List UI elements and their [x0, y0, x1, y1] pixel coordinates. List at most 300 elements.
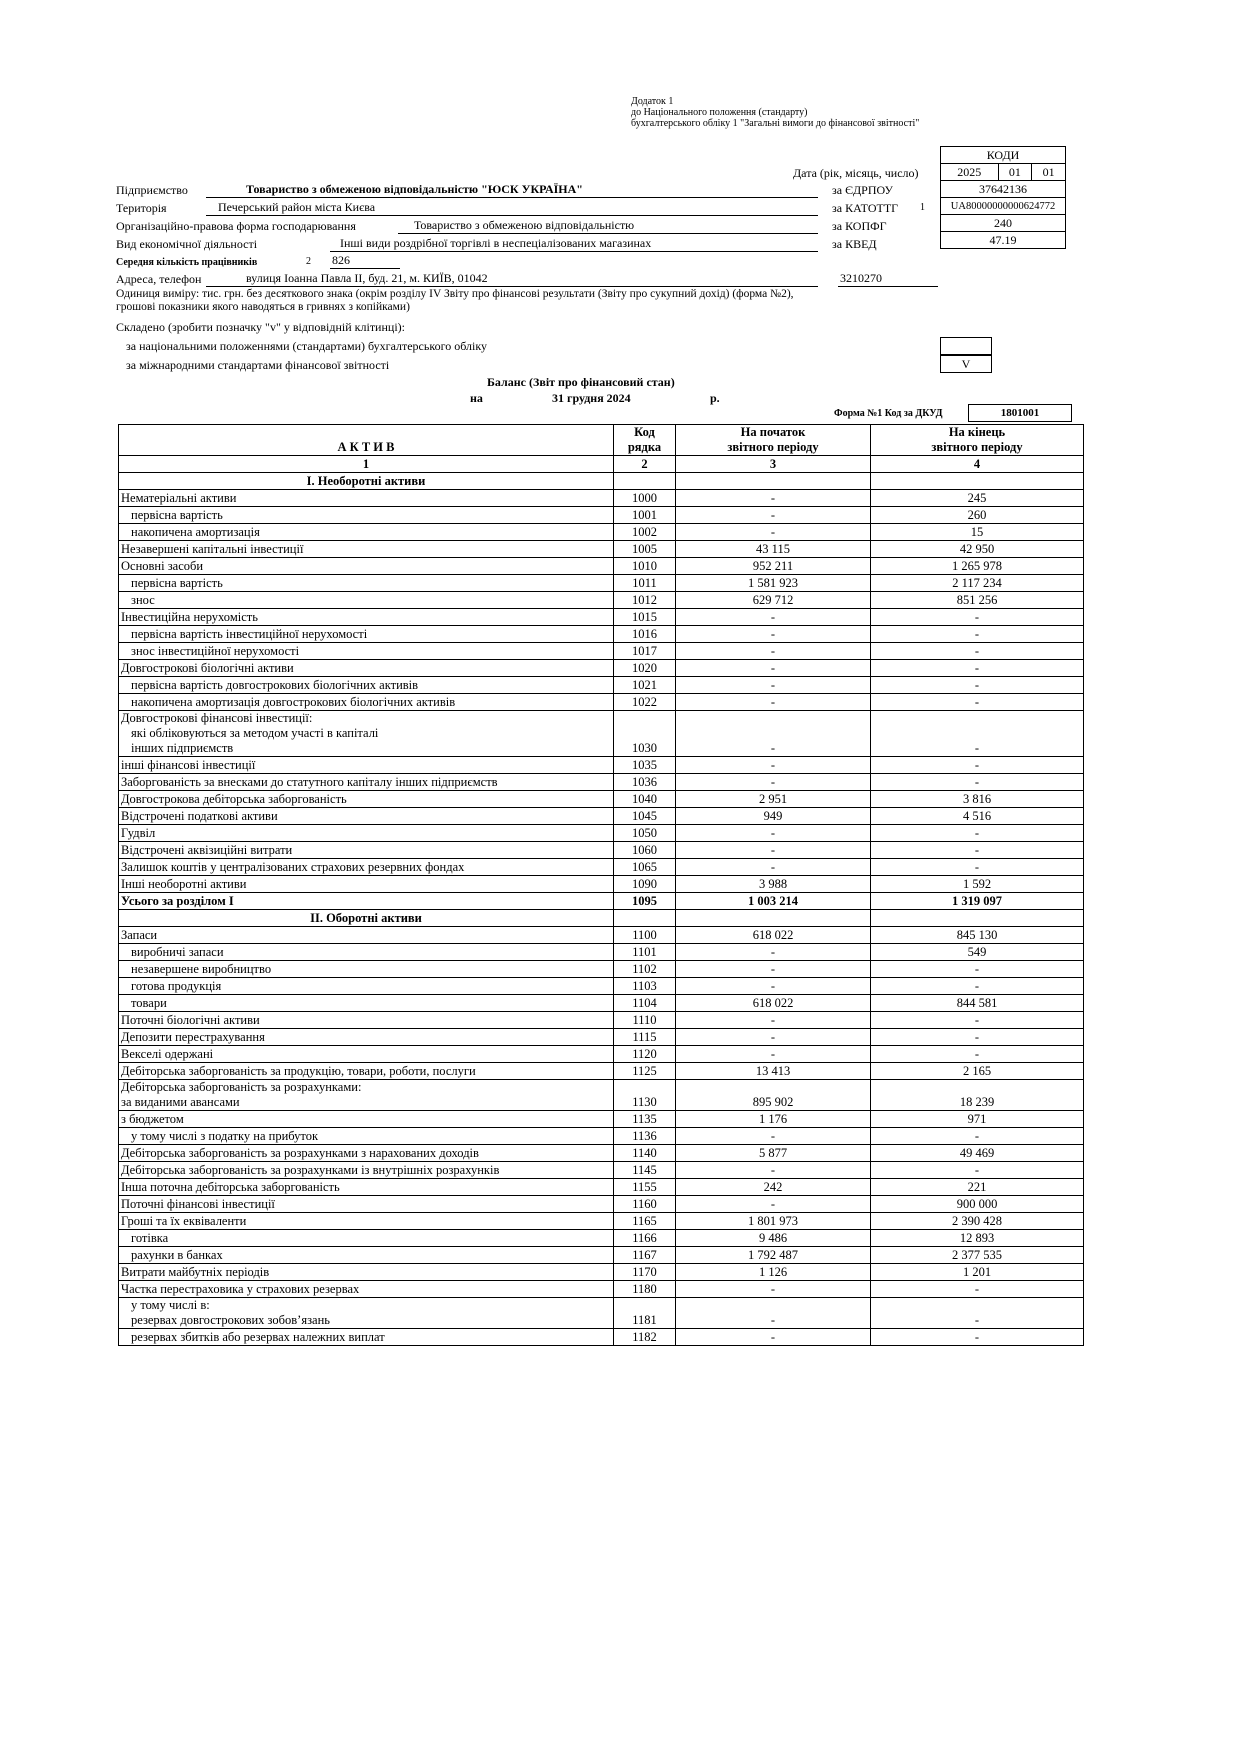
row-end: 549	[871, 944, 1084, 961]
table-row	[119, 1063, 1084, 1080]
row-end: 245	[871, 490, 1084, 507]
edrpou-label: за ЄДРПОУ	[832, 183, 894, 197]
codes-title: КОДИ	[941, 147, 1066, 164]
row-start: -	[676, 757, 871, 774]
row-start: -	[676, 643, 871, 660]
row-label: резервах збитків або резервах належних виплат	[119, 1329, 614, 1346]
row-end: 2 377 535	[871, 1247, 1084, 1264]
org-form-value: Товариство з обмеженою відповідальністю	[398, 218, 818, 234]
row-start: 2 951	[676, 791, 871, 808]
row-start: 949	[676, 808, 871, 825]
row-start	[676, 473, 871, 490]
row-code: 1102	[614, 961, 676, 978]
row-code: 1166	[614, 1230, 676, 1247]
row-start: -	[676, 978, 871, 995]
enterprise-name: Товариство з обмеженою відповідальністю "ЮСК УКРАЇНА"	[206, 182, 818, 198]
row-label: Гудвіл	[119, 825, 614, 842]
row-label: Довгострокова дебіторська заборгованість	[119, 791, 614, 808]
table-row	[119, 490, 1084, 507]
appendix-line-3: бухгалтерського обліку 1 "Загальні вимоги до фінансової звітності"	[631, 118, 920, 129]
row-code: 1095	[614, 893, 676, 910]
kopfg-code: 240	[941, 215, 1066, 232]
row-label: Депозити перестрахування	[119, 1029, 614, 1046]
row-label-line: Дебіторська заборгованість за розрахунками:	[121, 1080, 362, 1094]
table-row	[119, 927, 1084, 944]
row-end: 4 516	[871, 808, 1084, 825]
row-code: 1022	[614, 694, 676, 711]
row-code: 1160	[614, 1196, 676, 1213]
unit-line-2: грошові показники якого наводяться в гривнях з копійками)	[116, 301, 410, 313]
row-end	[871, 473, 1084, 490]
row-end: 260	[871, 507, 1084, 524]
col-end-line-1: На кінець	[948, 425, 1006, 439]
table-row	[119, 944, 1084, 961]
row-label: інші фінансові інвестиції	[119, 757, 614, 774]
appendix-line-2: до Національного положення (стандарту)	[631, 107, 808, 118]
unit-line-1: Одиниця виміру: тис. грн. без десяткового знака (окрім розділу IV Звіту про фінансові результати (Звіту про сукупний дохід) (форма №2),	[116, 288, 794, 300]
row-end: 42 950	[871, 541, 1084, 558]
row-start: 5 877	[676, 1145, 871, 1162]
row-label-line: за виданими авансами	[121, 1095, 240, 1109]
row-code: 1050	[614, 825, 676, 842]
row-start: 13 413	[676, 1063, 871, 1080]
row-end: -	[871, 825, 1084, 842]
row-code: 1017	[614, 643, 676, 660]
table-row	[119, 1162, 1084, 1179]
row-code	[614, 473, 676, 490]
row-label: Відстрочені податкові активи	[119, 808, 614, 825]
row-label: первісна вартість інвестиційної нерухомості	[119, 626, 614, 643]
row-start: -	[676, 1196, 871, 1213]
row-end: -	[871, 1329, 1084, 1346]
row-label: Гроші та їх еквіваленти	[119, 1213, 614, 1230]
row-code: 1020	[614, 660, 676, 677]
table-row	[119, 825, 1084, 842]
table-row	[119, 978, 1084, 995]
table-header-row	[119, 425, 1084, 456]
row-label: готова продукція	[119, 978, 614, 995]
row-code: 1002	[614, 524, 676, 541]
table-row	[119, 1298, 1084, 1329]
territory-value: Печерський район міста Києва	[206, 200, 818, 216]
row-start: -	[676, 1029, 871, 1046]
col-end-line-2: звітного періоду	[931, 440, 1023, 454]
table-row	[119, 643, 1084, 660]
table-row	[119, 876, 1084, 893]
row-label: Інші необоротні активи	[119, 876, 614, 893]
row-end: -	[871, 677, 1084, 694]
address-value: вулиця Іоанна Павла ІІ, буд. 21, м. КИЇВ, 01042	[206, 271, 818, 287]
row-label: Частка перестраховика у страхових резервах	[119, 1281, 614, 1298]
table-row	[119, 1012, 1084, 1029]
row-label: Відстрочені аквізиційні витрати	[119, 842, 614, 859]
row-start: -	[676, 774, 871, 791]
row-label: Дебіторська заборгованість за розрахунками з нарахованих доходів	[119, 1145, 614, 1162]
row-end: -	[871, 1298, 1084, 1329]
table-row	[119, 541, 1084, 558]
row-start: 629 712	[676, 592, 871, 609]
edrpou-code: 37642136	[941, 181, 1066, 198]
row-label: Запаси	[119, 927, 614, 944]
row-code: 1180	[614, 1281, 676, 1298]
col-code-line-2: рядка	[627, 440, 662, 454]
col-start-line-2: звітного періоду	[727, 440, 819, 454]
table-row	[119, 609, 1084, 626]
row-code: 1090	[614, 876, 676, 893]
row-code: 1135	[614, 1111, 676, 1128]
row-end: -	[871, 711, 1084, 757]
row-label: Поточні біологічні активи	[119, 1012, 614, 1029]
row-start: -	[676, 490, 871, 507]
row-code	[614, 910, 676, 927]
row-end: -	[871, 1046, 1084, 1063]
form-label: Форма №1 Код за ДКУД	[834, 408, 943, 419]
row-start: -	[676, 961, 871, 978]
table-row	[119, 961, 1084, 978]
row-start: -	[676, 944, 871, 961]
row-label: Нематеріальні активи	[119, 490, 614, 507]
activity-label: Вид економічної діяльності	[116, 237, 258, 251]
kved-label: за КВЕД	[832, 237, 877, 251]
table-row	[119, 660, 1084, 677]
katottg-code: UA80000000000624772	[941, 198, 1066, 215]
activity-value: Інші види роздрібної торгівлі в неспеціалізованих магазинах	[330, 236, 818, 252]
row-code: 1015	[614, 609, 676, 626]
row-code: 1120	[614, 1046, 676, 1063]
row-code: 1125	[614, 1063, 676, 1080]
row-code: 1036	[614, 774, 676, 791]
row-code: 1155	[614, 1179, 676, 1196]
row-code: 1136	[614, 1128, 676, 1145]
row-start	[676, 910, 871, 927]
col-end	[871, 425, 1084, 456]
territory-label: Територія	[116, 201, 167, 215]
phone-value: 3210270	[838, 271, 938, 287]
staff-label: Середня кількість працівників	[116, 257, 258, 268]
table-row	[119, 1230, 1084, 1247]
period-suffix: р.	[710, 391, 720, 405]
date-year: 2025	[941, 164, 999, 181]
row-code: 1005	[614, 541, 676, 558]
staff-value: 826	[330, 253, 400, 269]
date-month: 01	[998, 164, 1032, 181]
row-end: -	[871, 859, 1084, 876]
row-code: 1101	[614, 944, 676, 961]
appendix-note	[631, 96, 919, 129]
row-code: 1016	[614, 626, 676, 643]
col-code-line-1: Код	[634, 425, 655, 439]
table-row	[119, 1145, 1084, 1162]
row-start: 618 022	[676, 995, 871, 1012]
row-end: -	[871, 643, 1084, 660]
row-label: накопичена амортизація	[119, 524, 614, 541]
row-end: -	[871, 978, 1084, 995]
appendix-line-1: Додаток 1	[631, 96, 674, 107]
row-start: -	[676, 626, 871, 643]
row-code: 1104	[614, 995, 676, 1012]
row-start: 1 003 214	[676, 893, 871, 910]
row-end: 12 893	[871, 1230, 1084, 1247]
katottg-label: за КАТОТТГ	[832, 201, 899, 215]
col-number-2: 2	[614, 456, 676, 473]
row-start: 1 792 487	[676, 1247, 871, 1264]
table-row	[119, 995, 1084, 1012]
row-label: Дебіторська заборгованість за розрахунками із внутрішніх розрахунків	[119, 1162, 614, 1179]
row-label: Незавершені капітальні інвестиції	[119, 541, 614, 558]
row-start: 1 176	[676, 1111, 871, 1128]
row-code: 1170	[614, 1264, 676, 1281]
row-label: незавершене виробництво	[119, 961, 614, 978]
row-code: 1103	[614, 978, 676, 995]
row-end: -	[871, 757, 1084, 774]
row-start: -	[676, 1329, 871, 1346]
row-end: -	[871, 609, 1084, 626]
row-end: 15	[871, 524, 1084, 541]
row-start: 1 581 923	[676, 575, 871, 592]
row-start: -	[676, 1298, 871, 1329]
row-code: 1115	[614, 1029, 676, 1046]
row-end: 851 256	[871, 592, 1084, 609]
row-label	[119, 1298, 614, 1329]
row-code: 1165	[614, 1213, 676, 1230]
table-row	[119, 808, 1084, 825]
form-code: 1801001	[968, 404, 1072, 422]
table-row	[119, 1329, 1084, 1346]
row-code: 1145	[614, 1162, 676, 1179]
row-label: Основні засоби	[119, 558, 614, 575]
row-label: готівка	[119, 1230, 614, 1247]
row-end: -	[871, 842, 1084, 859]
row-end: -	[871, 1029, 1084, 1046]
table-row	[119, 694, 1084, 711]
codes-table	[940, 146, 1066, 249]
row-start: -	[676, 859, 871, 876]
table-row	[119, 1196, 1084, 1213]
row-end: 1 592	[871, 876, 1084, 893]
row-end: -	[871, 774, 1084, 791]
row-code: 1040	[614, 791, 676, 808]
row-end: 221	[871, 1179, 1084, 1196]
row-start: -	[676, 1012, 871, 1029]
row-end	[871, 910, 1084, 927]
row-label: Інвестиційна нерухомість	[119, 609, 614, 626]
katottg-note: 1	[920, 202, 925, 213]
row-end: 900 000	[871, 1196, 1084, 1213]
row-start: -	[676, 507, 871, 524]
row-start: -	[676, 1046, 871, 1063]
row-code: 1010	[614, 558, 676, 575]
column-number-row	[119, 456, 1084, 473]
col-number-1: 1	[119, 456, 614, 473]
section-title: І. Необоротні активи	[119, 473, 614, 490]
ifrs-checkbox: V	[940, 355, 992, 373]
row-end: 2 165	[871, 1063, 1084, 1080]
row-label: Заборгованість за внесками до статутного капіталу інших підприємств	[119, 774, 614, 791]
row-start: -	[676, 842, 871, 859]
row-label: первісна вартість довгострокових біологічних активів	[119, 677, 614, 694]
row-end: 1 201	[871, 1264, 1084, 1281]
balance-table	[118, 424, 1084, 1346]
table-row	[119, 1264, 1084, 1281]
row-start: 1 801 973	[676, 1213, 871, 1230]
section-row	[119, 910, 1084, 927]
row-code: 1110	[614, 1012, 676, 1029]
row-label: Усього за розділом І	[119, 893, 614, 910]
row-start: -	[676, 1281, 871, 1298]
unit-note	[116, 288, 794, 314]
row-code: 1100	[614, 927, 676, 944]
row-end: 3 816	[871, 791, 1084, 808]
row-code: 1182	[614, 1329, 676, 1346]
row-end: 845 130	[871, 927, 1084, 944]
table-row	[119, 893, 1084, 910]
row-start: -	[676, 660, 871, 677]
row-label: накопичена амортизація довгострокових біологічних активів	[119, 694, 614, 711]
row-end: 2 117 234	[871, 575, 1084, 592]
col-code	[614, 425, 676, 456]
row-start: 242	[676, 1179, 871, 1196]
section-row	[119, 473, 1084, 490]
row-label: Довгострокові біологічні активи	[119, 660, 614, 677]
table-row	[119, 1213, 1084, 1230]
row-label: Дебіторська заборгованість за продукцію, товари, роботи, послуги	[119, 1063, 614, 1080]
row-code: 1181	[614, 1298, 676, 1329]
table-row	[119, 1080, 1084, 1111]
row-label-line: резервах довгострокових зобов’язань	[131, 1313, 330, 1327]
table-row	[119, 711, 1084, 757]
row-start: -	[676, 1162, 871, 1179]
row-label	[119, 1080, 614, 1111]
table-row	[119, 774, 1084, 791]
row-code: 1035	[614, 757, 676, 774]
section-title: ІІ. Оборотні активи	[119, 910, 614, 927]
table-row	[119, 1128, 1084, 1145]
col-number-4: 4	[871, 456, 1084, 473]
row-code: 1021	[614, 677, 676, 694]
row-start: -	[676, 609, 871, 626]
table-row	[119, 558, 1084, 575]
row-label: рахунки в банках	[119, 1247, 614, 1264]
table-row	[119, 677, 1084, 694]
kopfg-label: за КОПФГ	[832, 219, 887, 233]
row-code: 1130	[614, 1080, 676, 1111]
national-label: за національними положеннями (стандартами) бухгалтерського обліку	[126, 339, 487, 353]
row-label-line: інших підприємств	[131, 741, 234, 755]
row-start: 3 988	[676, 876, 871, 893]
row-label-line: які обліковуються за методом участі в капіталі	[131, 726, 379, 740]
row-label: Витрати майбутніх періодів	[119, 1264, 614, 1281]
table-row	[119, 1247, 1084, 1264]
row-start: -	[676, 711, 871, 757]
table-row	[119, 1179, 1084, 1196]
row-code: 1167	[614, 1247, 676, 1264]
row-end: 18 239	[871, 1080, 1084, 1111]
col-number-3: 3	[676, 456, 871, 473]
row-code: 1060	[614, 842, 676, 859]
row-label: з бюджетом	[119, 1111, 614, 1128]
row-code: 1011	[614, 575, 676, 592]
staff-note: 2	[306, 256, 311, 267]
row-end: -	[871, 1012, 1084, 1029]
row-code: 1065	[614, 859, 676, 876]
row-end: -	[871, 961, 1084, 978]
kved-code: 47.19	[941, 232, 1066, 249]
row-label-line: у тому числі в:	[131, 1298, 210, 1312]
row-label: Поточні фінансові інвестиції	[119, 1196, 614, 1213]
compiled-label: Складено (зробити позначку "v" у відповідній клітинці):	[116, 320, 405, 334]
row-end: -	[871, 1128, 1084, 1145]
table-row	[119, 1111, 1084, 1128]
table-row	[119, 1029, 1084, 1046]
row-start: -	[676, 524, 871, 541]
table-row	[119, 592, 1084, 609]
row-label: знос інвестиційної нерухомості	[119, 643, 614, 660]
row-start: 1 126	[676, 1264, 871, 1281]
row-start: 9 486	[676, 1230, 871, 1247]
row-start: -	[676, 677, 871, 694]
row-end: 844 581	[871, 995, 1084, 1012]
row-label-line: Довгострокові фінансові інвестиції:	[121, 711, 313, 725]
row-code: 1012	[614, 592, 676, 609]
report-title: Баланс (Звіт про фінансовий стан)	[487, 375, 675, 389]
row-end: -	[871, 626, 1084, 643]
row-code: 1001	[614, 507, 676, 524]
col-start	[676, 425, 871, 456]
row-label: Векселі одержані	[119, 1046, 614, 1063]
row-code: 1045	[614, 808, 676, 825]
row-end: -	[871, 1281, 1084, 1298]
row-start: 895 902	[676, 1080, 871, 1111]
period-prefix: на	[470, 391, 483, 405]
row-end: 1 265 978	[871, 558, 1084, 575]
row-start: -	[676, 825, 871, 842]
row-start: 618 022	[676, 927, 871, 944]
row-label: у тому числі з податку на прибуток	[119, 1128, 614, 1145]
row-end: 971	[871, 1111, 1084, 1128]
row-end: 49 469	[871, 1145, 1084, 1162]
row-code: 1030	[614, 711, 676, 757]
row-label: виробничі запаси	[119, 944, 614, 961]
table-row	[119, 1046, 1084, 1063]
row-label: знос	[119, 592, 614, 609]
row-end: 2 390 428	[871, 1213, 1084, 1230]
table-row	[119, 507, 1084, 524]
row-start: 952 211	[676, 558, 871, 575]
row-start: -	[676, 1128, 871, 1145]
row-label: первісна вартість	[119, 575, 614, 592]
col-asset: А К Т И В	[119, 425, 614, 456]
row-code: 1140	[614, 1145, 676, 1162]
date-day: 01	[1032, 164, 1066, 181]
table-row	[119, 842, 1084, 859]
ifrs-label: за міжнародними стандартами фінансової звітності	[126, 358, 390, 372]
row-label: первісна вартість	[119, 507, 614, 524]
table-row	[119, 575, 1084, 592]
enterprise-label: Підприємство	[116, 183, 188, 197]
row-label: Інша поточна дебіторська заборгованість	[119, 1179, 614, 1196]
row-label	[119, 711, 614, 757]
row-end: -	[871, 1162, 1084, 1179]
row-end: -	[871, 694, 1084, 711]
national-checkbox	[940, 337, 992, 355]
row-end: -	[871, 660, 1084, 677]
row-start: -	[676, 694, 871, 711]
date-label: Дата (рік, місяць, число)	[793, 166, 919, 180]
row-start: 43 115	[676, 541, 871, 558]
table-row	[119, 524, 1084, 541]
table-row	[119, 791, 1084, 808]
row-code: 1000	[614, 490, 676, 507]
